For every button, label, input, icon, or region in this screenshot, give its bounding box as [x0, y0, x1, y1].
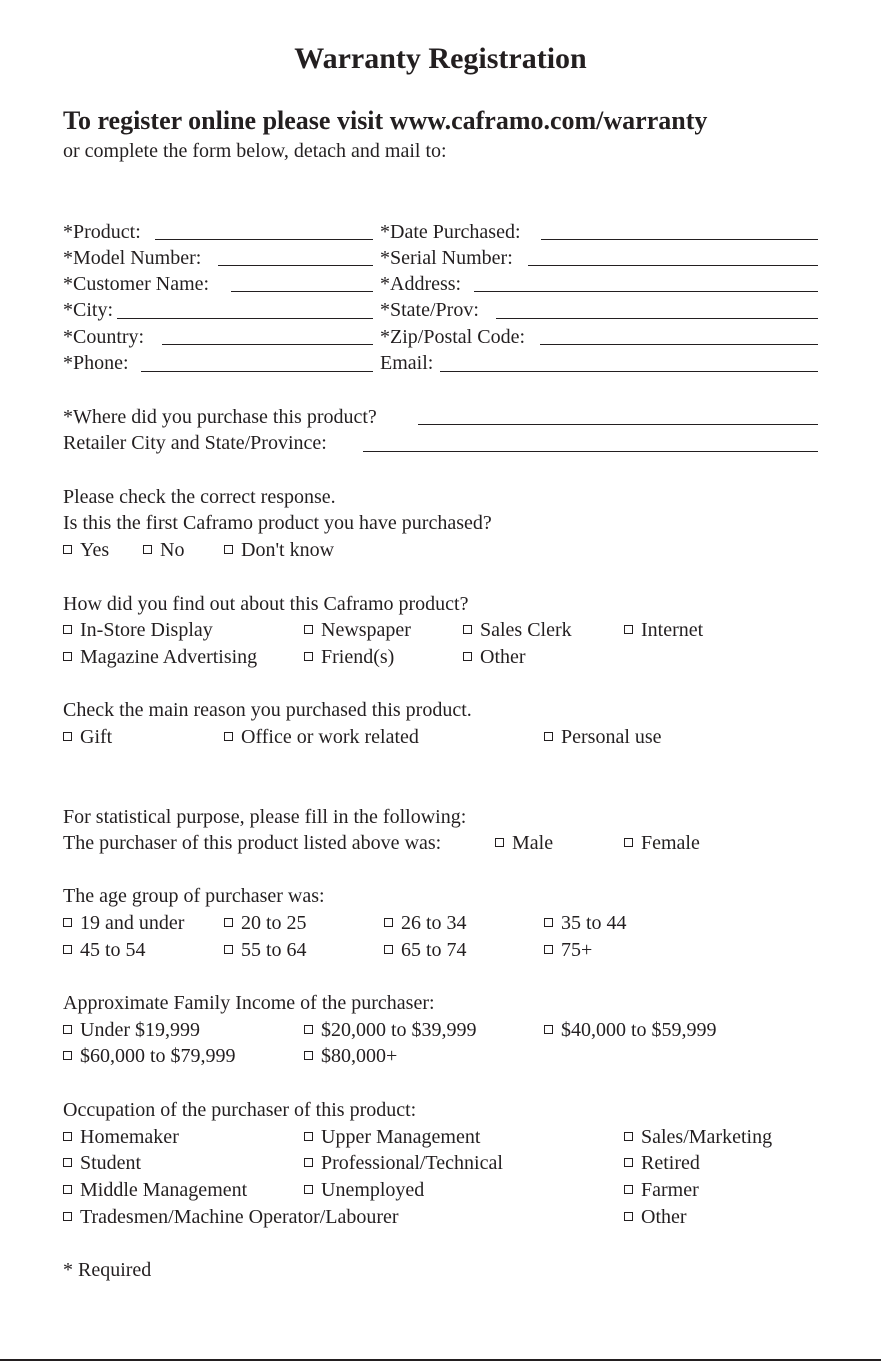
- option-female[interactable]: Female: [624, 831, 700, 855]
- checkbox-icon[interactable]: [224, 732, 233, 741]
- option-income-40000-59999[interactable]: $40,000 to $59,999: [544, 1018, 717, 1042]
- checkbox-icon[interactable]: [304, 1025, 313, 1034]
- zip-postal-field[interactable]: [540, 344, 818, 345]
- main-reason-question: Check the main reason you purchased this product.: [63, 699, 472, 721]
- checkbox-icon[interactable]: [63, 1158, 72, 1167]
- email-field[interactable]: [440, 371, 818, 372]
- checkbox-icon[interactable]: [544, 918, 553, 927]
- retailer-city-label: Retailer City and State/Province:: [63, 432, 327, 454]
- occupation-question: Occupation of the purchaser of this product:: [63, 1099, 417, 1121]
- checkbox-icon[interactable]: [463, 625, 472, 634]
- option-gift[interactable]: Gift: [63, 725, 112, 749]
- option-farmer[interactable]: Farmer: [624, 1178, 699, 1202]
- checkbox-icon[interactable]: [63, 545, 72, 554]
- checkbox-icon[interactable]: [63, 1025, 72, 1034]
- income-question: Approximate Family Income of the purchaser:: [63, 992, 435, 1014]
- address-field[interactable]: [474, 291, 818, 292]
- checkbox-icon[interactable]: [63, 625, 72, 634]
- checkbox-icon[interactable]: [304, 625, 313, 634]
- checkbox-icon[interactable]: [304, 1185, 313, 1194]
- option-office-work[interactable]: Office or work related: [224, 725, 419, 749]
- checkbox-icon[interactable]: [463, 652, 472, 661]
- how-found-question: How did you find out about this Caframo product?: [63, 593, 469, 615]
- product-field[interactable]: [155, 239, 373, 240]
- country-label: *Country:: [63, 326, 145, 348]
- checkbox-icon[interactable]: [63, 918, 72, 927]
- option-occupation-other[interactable]: Other: [624, 1205, 687, 1229]
- checkbox-icon[interactable]: [624, 838, 633, 847]
- option-friends[interactable]: Friend(s): [304, 645, 394, 669]
- checkbox-icon[interactable]: [224, 945, 233, 954]
- customer-name-field[interactable]: [231, 291, 373, 292]
- checkbox-icon[interactable]: [304, 1132, 313, 1141]
- option-age-75-plus[interactable]: 75+: [544, 938, 592, 962]
- city-label: *City:: [63, 299, 114, 321]
- model-number-field[interactable]: [218, 265, 373, 266]
- email-label: Email:: [380, 352, 434, 374]
- checkbox-icon[interactable]: [63, 652, 72, 661]
- state-prov-field[interactable]: [496, 318, 818, 319]
- option-homemaker[interactable]: Homemaker: [63, 1125, 179, 1149]
- checkbox-icon[interactable]: [224, 918, 233, 927]
- option-in-store-display[interactable]: In-Store Display: [63, 618, 213, 642]
- checkbox-icon[interactable]: [63, 945, 72, 954]
- option-age-19-under[interactable]: 19 and under: [63, 911, 184, 935]
- checkbox-icon[interactable]: [304, 1158, 313, 1167]
- option-first-yes[interactable]: Yes: [63, 538, 109, 562]
- checkbox-icon[interactable]: [624, 1185, 633, 1194]
- option-personal-use[interactable]: Personal use: [544, 725, 662, 749]
- age-question: The age group of purchaser was:: [63, 885, 325, 907]
- gender-question: The purchaser of this product listed above was:: [63, 832, 442, 854]
- statistical-instruction: For statistical purpose, please fill in the following:: [63, 806, 467, 828]
- city-field[interactable]: [117, 318, 373, 319]
- serial-number-field[interactable]: [528, 265, 818, 266]
- option-income-60000-79999[interactable]: $60,000 to $79,999: [63, 1044, 236, 1068]
- option-upper-management[interactable]: Upper Management: [304, 1125, 480, 1149]
- where-purchased-label: *Where did you purchase this product?: [63, 406, 377, 428]
- option-found-other[interactable]: Other: [463, 645, 526, 669]
- phone-label: *Phone:: [63, 352, 129, 374]
- checkbox-icon[interactable]: [384, 918, 393, 927]
- check-response-instruction: Please check the correct response.: [63, 486, 336, 508]
- option-age-65-74[interactable]: 65 to 74: [384, 938, 467, 962]
- option-unemployed[interactable]: Unemployed: [304, 1178, 424, 1202]
- checkbox-icon[interactable]: [224, 545, 233, 554]
- checkbox-icon[interactable]: [544, 732, 553, 741]
- mail-instructions: or complete the form below, detach and mail to:: [63, 140, 447, 162]
- checkbox-icon[interactable]: [63, 1185, 72, 1194]
- checkbox-icon[interactable]: [384, 945, 393, 954]
- retailer-city-field[interactable]: [363, 451, 818, 452]
- serial-number-label: *Serial Number:: [380, 247, 513, 269]
- option-age-35-44[interactable]: 35 to 44: [544, 911, 627, 935]
- option-age-45-54[interactable]: 45 to 54: [63, 938, 146, 962]
- option-income-under-19999[interactable]: Under $19,999: [63, 1018, 200, 1042]
- option-middle-management[interactable]: Middle Management: [63, 1178, 247, 1202]
- checkbox-icon[interactable]: [624, 1212, 633, 1221]
- option-professional-technical[interactable]: Professional/Technical: [304, 1151, 503, 1175]
- option-retired[interactable]: Retired: [624, 1151, 700, 1175]
- checkbox-icon[interactable]: [624, 625, 633, 634]
- form-title: Warranty Registration: [294, 42, 587, 75]
- option-age-20-25[interactable]: 20 to 25: [224, 911, 307, 935]
- country-field[interactable]: [162, 344, 373, 345]
- option-newspaper[interactable]: Newspaper: [304, 618, 411, 642]
- checkbox-icon[interactable]: [63, 732, 72, 741]
- online-registration-note: To register online please visit www.caframo.com/warranty: [63, 106, 708, 135]
- checkbox-icon[interactable]: [143, 545, 152, 554]
- option-age-26-34[interactable]: 26 to 34: [384, 911, 467, 935]
- option-internet[interactable]: Internet: [624, 618, 703, 642]
- option-student[interactable]: Student: [63, 1151, 141, 1175]
- checkbox-icon[interactable]: [304, 652, 313, 661]
- phone-field[interactable]: [141, 371, 373, 372]
- zip-postal-label: *Zip/Postal Code:: [380, 326, 525, 348]
- checkbox-icon[interactable]: [63, 1132, 72, 1141]
- product-label: *Product:: [63, 221, 141, 243]
- checkbox-icon[interactable]: [624, 1132, 633, 1141]
- date-purchased-label: *Date Purchased:: [380, 221, 521, 243]
- checkbox-icon[interactable]: [544, 945, 553, 954]
- where-purchased-field[interactable]: [418, 424, 818, 425]
- checkbox-icon[interactable]: [63, 1051, 72, 1060]
- option-sales-marketing[interactable]: Sales/Marketing: [624, 1125, 772, 1149]
- checkbox-icon[interactable]: [304, 1051, 313, 1060]
- date-purchased-field[interactable]: [541, 239, 818, 240]
- checkbox-icon[interactable]: [495, 838, 504, 847]
- option-sales-clerk[interactable]: Sales Clerk: [463, 618, 572, 642]
- option-first-no[interactable]: No: [143, 538, 184, 562]
- option-tradesmen[interactable]: Tradesmen/Machine Operator/Labourer: [63, 1205, 399, 1229]
- address-label: *Address:: [380, 273, 462, 295]
- option-income-80000-plus[interactable]: $80,000+: [304, 1044, 397, 1068]
- option-first-dont-know[interactable]: Don't know: [224, 538, 334, 562]
- state-prov-label: *State/Prov:: [380, 299, 479, 321]
- option-male[interactable]: Male: [495, 831, 553, 855]
- first-product-question: Is this the first Caframo product you have purchased?: [63, 512, 492, 534]
- checkbox-icon[interactable]: [624, 1158, 633, 1167]
- checkbox-icon[interactable]: [63, 1212, 72, 1221]
- option-magazine-advertising[interactable]: Magazine Advertising: [63, 645, 257, 669]
- option-age-55-64[interactable]: 55 to 64: [224, 938, 307, 962]
- option-income-20000-39999[interactable]: $20,000 to $39,999: [304, 1018, 477, 1042]
- customer-name-label: *Customer Name:: [63, 273, 210, 295]
- required-footnote: * Required: [63, 1259, 152, 1281]
- model-number-label: *Model Number:: [63, 247, 202, 269]
- checkbox-icon[interactable]: [544, 1025, 553, 1034]
